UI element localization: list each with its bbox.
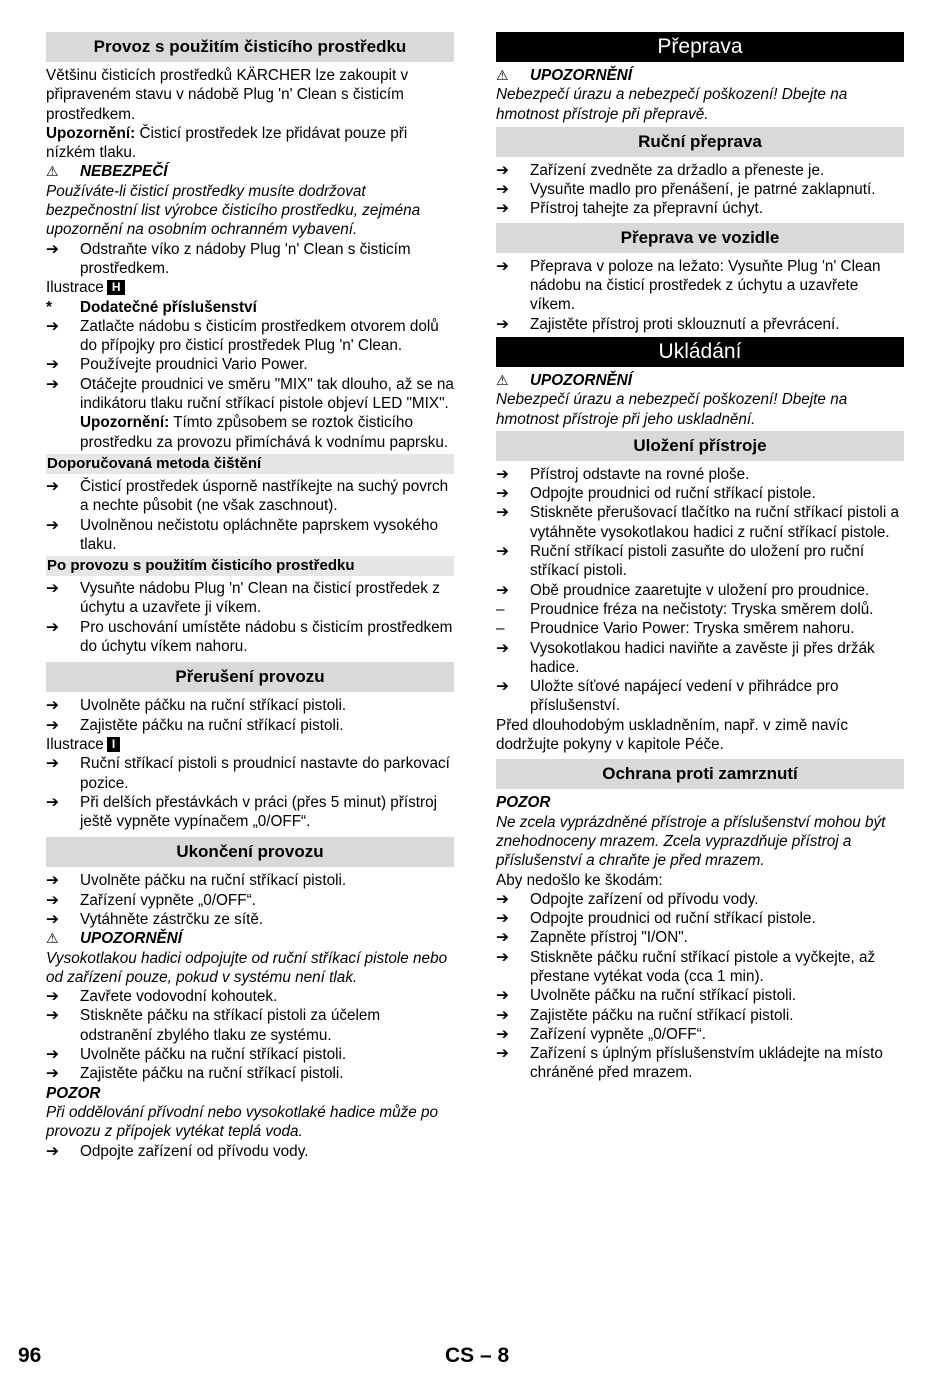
step-item: ➔ Odpojte proudnici od ruční stříkací pistole. bbox=[496, 910, 816, 928]
arrow-icon: ➔ bbox=[46, 516, 59, 534]
step-item: ➔ Odpojte zařízení od přívodu vody. bbox=[496, 890, 759, 908]
arrow-icon: ➔ bbox=[46, 910, 59, 928]
arrow-icon: ➔ bbox=[496, 948, 509, 966]
illustration-chip: I bbox=[107, 737, 120, 752]
dash-mark: – bbox=[496, 620, 505, 638]
warning-icon: ⚠ bbox=[46, 163, 59, 180]
arrow-icon: ➔ bbox=[496, 678, 509, 696]
arrow-icon: ➔ bbox=[46, 580, 59, 598]
arrow-icon: ➔ bbox=[46, 356, 59, 374]
arrow-icon: ➔ bbox=[46, 891, 59, 909]
arrow-icon: ➔ bbox=[496, 1006, 509, 1024]
step-item: ➔ Uvolněte páčku na ruční stříkací pistoli. bbox=[46, 1046, 347, 1064]
arrow-icon: ➔ bbox=[496, 1045, 509, 1063]
subsection-heading: Doporučovaná metoda čištění bbox=[46, 454, 454, 474]
warning-heading: ⚠ UPOZORNĚNÍ bbox=[46, 930, 182, 948]
paragraph: Aby nedošlo ke škodám: bbox=[496, 871, 663, 889]
step-item: ➔ Při delších přestávkách v práci (přes 5 minut) přístroj ještě vypněte vypínačem „0/OFF“. bbox=[46, 793, 438, 831]
arrow-icon: ➔ bbox=[496, 181, 509, 199]
step-item: ➔ Přístroj odstavte na rovné ploše. bbox=[496, 465, 750, 483]
right-column bbox=[496, 32, 904, 1083]
step-item: ➔ Zajistěte páčku na ruční stříkací pistoli. bbox=[46, 1065, 344, 1083]
arrow-icon: ➔ bbox=[46, 1065, 59, 1083]
danger-text: Používáte-li čisticí prostředky musíte dodržovat bezpečnostní list výrobce čisticího prostředku, zejména upozornění na osobním ochranném vybavení. bbox=[46, 182, 421, 239]
warning-icon: ⚠ bbox=[46, 930, 59, 947]
step-item: ➔ Zařízení s úplným příslušenstvím ukládejte na místo chráněné před mrazem. bbox=[496, 1045, 883, 1082]
arrow-icon: ➔ bbox=[496, 543, 509, 561]
step-item: ➔ Stiskněte přerušovací tlačítko na ruční stříkací pistoli a vytáhněte vysokotlakou hadici z ruční stříkací pistole. bbox=[496, 504, 899, 541]
arrow-icon: ➔ bbox=[496, 257, 509, 275]
note-label: Upozornění: bbox=[80, 414, 170, 432]
caution-text: Při oddělování přívodní nebo vysokotlaké hadice může po provozu z přípojek vytékat teplá voda. bbox=[46, 1103, 439, 1141]
step-item: ➔ Ruční stříkací pistoli zasuňte do uložení pro ruční stříkací pistoli. bbox=[496, 543, 865, 580]
arrow-icon: ➔ bbox=[496, 485, 509, 503]
section-code: CS – 8 bbox=[445, 1344, 510, 1367]
step-item: ➔ Používejte proudnici Vario Power. bbox=[46, 356, 308, 374]
step-item: ➔ Odpojte zařízení od přívodu vody. bbox=[46, 1142, 309, 1160]
footnote: * Dodatečné příslušenství bbox=[46, 298, 257, 316]
illustration-ref: Ilustrace H bbox=[46, 278, 454, 297]
arrow-icon: ➔ bbox=[46, 697, 59, 715]
step-item: ➔ Pro uschování umístěte nádobu s čisticím prostředkem do úchytu víkem nahoru. bbox=[46, 618, 453, 656]
step-item: ➔ Zajistěte páčku na ruční stříkací pistoli. bbox=[496, 1006, 794, 1024]
arrow-icon: ➔ bbox=[46, 1142, 59, 1160]
arrow-icon: ➔ bbox=[496, 987, 509, 1005]
arrow-icon: ➔ bbox=[46, 716, 59, 734]
caution-heading: POZOR bbox=[46, 1084, 101, 1102]
step-item: ➔ Odpojte proudnici od ruční stříkací pistole. bbox=[496, 485, 816, 503]
step-item: ➔ Odstraňte víko z nádoby Plug 'n' Clean s čisticím prostředkem. bbox=[46, 240, 411, 277]
arrow-icon: ➔ bbox=[496, 929, 509, 947]
step-item: ➔ Vysokotlakou hadici naviňte a zavěste ji přes držák hadice. bbox=[496, 639, 875, 676]
dash-item: – Proudnice Vario Power: Tryska směrem nahoru. bbox=[496, 620, 855, 638]
step-item: ➔ Vytáhněte zástrčku ze sítě. bbox=[46, 910, 264, 928]
arrow-icon: ➔ bbox=[496, 161, 509, 179]
step-item: ➔ Zavřete vodovodní kohoutek. bbox=[46, 988, 278, 1006]
danger-heading: ⚠ NEBEZPEČÍ bbox=[46, 163, 168, 181]
step-item: ➔ Vysuňte madlo pro přenášení, je patrné zaklapnutí. bbox=[496, 181, 876, 199]
arrow-icon: ➔ bbox=[46, 375, 59, 393]
arrow-icon: ➔ bbox=[496, 890, 509, 908]
section-heading: Přeprava ve vozidle bbox=[496, 223, 904, 253]
section-heading: Ruční přeprava bbox=[496, 127, 904, 157]
arrow-icon: ➔ bbox=[46, 1007, 59, 1025]
note-text: Čisticí prostředek lze přidávat pouze při nízkém tlaku. bbox=[46, 124, 408, 162]
step-item: ➔ Obě proudnice zaaretujte v uložení pro proudnice. bbox=[496, 581, 870, 599]
step-item: ➔ Uložte síťové napájecí vedení v přihrádce pro příslušenství. bbox=[496, 678, 839, 715]
subsection-heading: Po provozu s použitím čisticího prostředku bbox=[46, 556, 454, 576]
warning-text: Nebezpečí úrazu a nebezpečí poškození! Dbejte na hmotnost přístroje při přepravě. bbox=[496, 86, 848, 123]
section-heading: Ochrana proti zamrznutí bbox=[496, 759, 904, 789]
arrow-icon: ➔ bbox=[496, 465, 509, 483]
arrow-icon: ➔ bbox=[496, 910, 509, 928]
step-item: ➔ Přístroj tahejte za přepravní úchyt. bbox=[496, 200, 763, 218]
dash-mark: – bbox=[496, 600, 505, 618]
warning-icon: ⚠ bbox=[496, 371, 509, 388]
arrow-icon: ➔ bbox=[46, 988, 59, 1006]
arrow-icon: ➔ bbox=[496, 581, 509, 599]
arrow-icon: ➔ bbox=[46, 1046, 59, 1064]
note-text: Tímto způsobem se roztok čisticího prostředku za provozu přimíchává k vodnímu paprsku. bbox=[80, 414, 449, 451]
dash-item: – Proudnice fréza na nečistoty: Tryska směrem dolů. bbox=[496, 600, 874, 618]
paragraph: Před dlouhodobým uskladněním, např. v zimě navíc dodržujte pokyny v kapitole Péče. bbox=[496, 716, 849, 754]
step-item: ➔ Uvolněte páčku na ruční stříkací pistoli. bbox=[496, 987, 797, 1005]
section-heading: Provoz s použitím čisticího prostředku bbox=[46, 32, 454, 62]
note-label: Upozornění: bbox=[46, 124, 136, 142]
step-item: ➔ Stiskněte páčku ruční stříkací pistole a vyčkejte, až přestane vytékat voda (cca 1 min). bbox=[496, 948, 876, 985]
arrow-icon: ➔ bbox=[46, 755, 59, 773]
note bbox=[46, 413, 454, 452]
warning-icon: ⚠ bbox=[496, 67, 509, 83]
left-column bbox=[46, 32, 454, 1161]
arrow-icon: ➔ bbox=[46, 317, 59, 335]
step-item: ➔ Čisticí prostředek úsporně nastříkejte na suchý povrch a nechte působit (ne však zaschnout). bbox=[46, 477, 449, 515]
arrow-icon: ➔ bbox=[46, 793, 59, 811]
section-heading: Ukončení provozu bbox=[46, 837, 454, 867]
illustration-chip: H bbox=[107, 280, 126, 295]
step-item: ➔ Zapněte přístroj "I/ON". bbox=[496, 929, 688, 947]
arrow-icon: ➔ bbox=[46, 240, 59, 258]
caution-text: Ne zcela vyprázdněné přístroje a příslušenství mohou být znehodnoceny mrazem. Zcela vyprazdňuje přístroj a příslušenství a chraňte je před mrazem. bbox=[496, 813, 886, 870]
warning-heading: ⚠ UPOZORNĚNÍ bbox=[496, 371, 632, 389]
step-item: ➔ Zajistěte přístroj proti sklouznutí a převrácení. bbox=[496, 315, 840, 333]
step-item: ➔ Zajistěte páčku na ruční stříkací pistoli. bbox=[46, 716, 344, 734]
illustration-ref: Ilustrace I bbox=[46, 735, 454, 754]
step-item: ➔ Vysuňte nádobu Plug 'n' Clean na čisticí prostředek z úchytu a uzavřete ji víkem. bbox=[46, 580, 440, 617]
step-item: ➔ Zařízení zvedněte za držadlo a přeneste je. bbox=[496, 161, 825, 179]
caution-heading: POZOR bbox=[496, 794, 551, 812]
arrow-icon: ➔ bbox=[46, 618, 59, 636]
asterisk: * bbox=[46, 298, 52, 316]
arrow-icon: ➔ bbox=[496, 1025, 509, 1043]
section-heading: Uložení přístroje bbox=[496, 431, 904, 461]
step-item: ➔ Stiskněte páčku na stříkací pistoli za účelem odstranění zbylého tlaku ze systému. bbox=[46, 1007, 381, 1044]
step-item: ➔ Uvolněnou nečistotu opláchněte paprskem vysokého tlaku. bbox=[46, 516, 438, 553]
note bbox=[46, 124, 454, 163]
warning-heading: ⚠ UPOZORNĚNÍ bbox=[496, 67, 632, 84]
arrow-icon: ➔ bbox=[496, 504, 509, 522]
warning-text: Nebezpečí úrazu a nebezpečí poškození! Dbejte na hmotnost přístroje při jeho uskladnění. bbox=[496, 391, 848, 428]
step-item: ➔ Zařízení vypněte „0/OFF“. bbox=[496, 1025, 706, 1043]
arrow-icon: ➔ bbox=[46, 872, 59, 890]
paragraph: Většinu čisticích prostředků KÄRCHER lze zakoupit v připraveném stavu v nádobě Plug 'n' Clean s čisticím prostředkem. bbox=[46, 67, 409, 123]
section-heading: Přerušení provozu bbox=[46, 662, 454, 692]
arrow-icon: ➔ bbox=[496, 639, 509, 657]
chapter-heading: Ukládání bbox=[496, 337, 904, 367]
chapter-heading: Přeprava bbox=[496, 32, 904, 62]
step-item: ➔ Zařízení vypněte „0/OFF“. bbox=[46, 891, 256, 909]
step-item: ➔ Přeprava v poloze na ležato: Vysuňte Plug 'n' Clean nádobu na čisticí prostředek z úchytu a uzavřete víkem. bbox=[496, 257, 881, 314]
step-item: ➔ Ruční stříkací pistoli s proudnicí nastavte do parkovací pozice. bbox=[46, 755, 450, 792]
arrow-icon: ➔ bbox=[46, 477, 59, 495]
arrow-icon: ➔ bbox=[496, 315, 509, 333]
step-item: ➔ Otáčejte proudnici ve směru "MIX" tak dlouho, až se na indikátoru tlaku ruční stříkací pistole objeví LED "MIX". bbox=[46, 375, 454, 413]
step-item: ➔ Zatlačte nádobu s čisticím prostředkem otvorem dolů do přípojky pro čisticí prostředek Plug 'n' Clean. bbox=[46, 317, 439, 355]
step-item: ➔ Uvolněte páčku na ruční stříkací pistoli. bbox=[46, 697, 347, 715]
step-item: ➔ Uvolněte páčku na ruční stříkací pistoli. bbox=[46, 872, 347, 890]
page-number: 96 bbox=[18, 1344, 42, 1367]
arrow-icon: ➔ bbox=[496, 200, 509, 218]
warning-text: Vysokotlakou hadici odpojujte od ruční stříkací pistole nebo od zařízení pouze, pokud v systému není tlak. bbox=[46, 949, 448, 986]
